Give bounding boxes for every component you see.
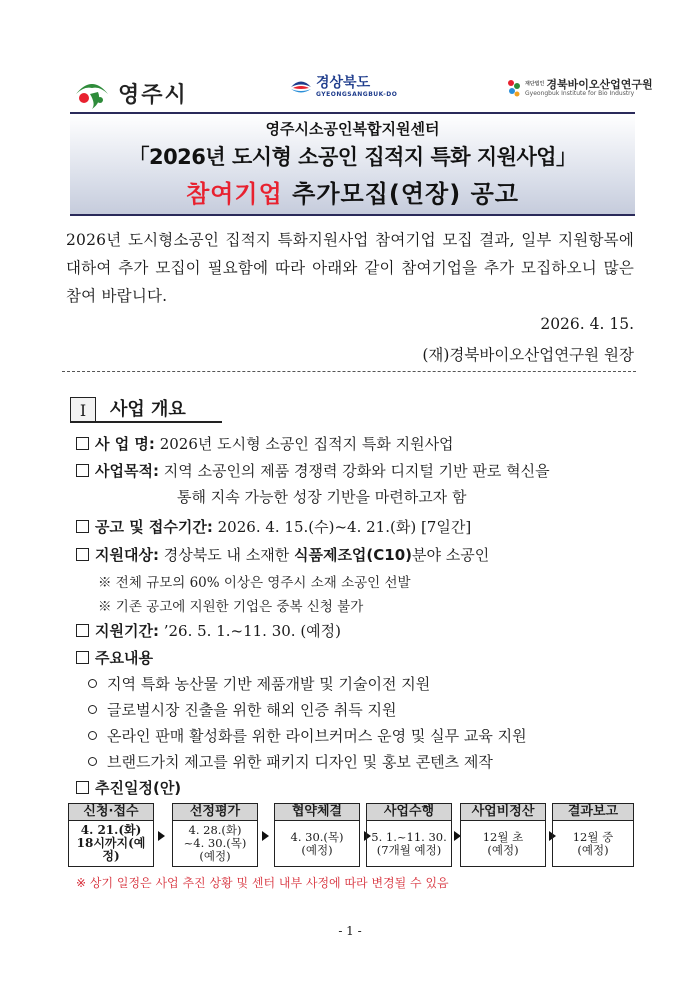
bio-institute-emblem-icon xyxy=(506,78,522,98)
schedule-step-line: (예정) xyxy=(577,842,609,857)
schedule-step-body xyxy=(552,821,634,867)
intro-paragraph: 2026년 도시형소공인 집적지 특화지원사업 참여기업 모집 결과, 일부 지원항목에 대하여 추가 모집이 필요함에 따라 아래와 같이 참여기업을 추가 모집하오니 많은 참여 바랍니다. xyxy=(66,231,634,305)
title-subtitle: 영주시소공인복합지원센터 xyxy=(265,120,440,138)
checkbox-square-icon xyxy=(76,437,89,450)
schedule-step xyxy=(552,803,634,867)
item-label: 공고 및 접수기간: xyxy=(95,518,213,536)
item-main-content xyxy=(76,647,153,668)
schedule-step-line: 12월 초 xyxy=(482,829,524,844)
eligibility-note-2: ※ 기존 공고에 지원한 기업은 중복 신청 불가 xyxy=(98,599,364,615)
bio-institute-prefix: 재단법인 xyxy=(525,80,545,87)
schedule-step-line: (예정) xyxy=(487,842,519,857)
schedule-step xyxy=(274,803,360,867)
schedule-step xyxy=(460,803,546,867)
bio-institute-logo-korean xyxy=(525,79,653,91)
schedule-step xyxy=(172,803,258,867)
schedule-step-line: 4. 21.(화) xyxy=(80,823,142,837)
title-box xyxy=(70,112,635,216)
schedule-step-title: 사업비정산 xyxy=(460,803,546,821)
item-label: 사 업 명: xyxy=(95,435,155,453)
schedule-step-line: 5. 1.~11. 30. xyxy=(371,829,447,844)
content-bullet xyxy=(88,751,493,772)
item-purpose xyxy=(76,460,550,481)
content-bullet xyxy=(88,673,430,694)
item-value: 2026. 4. 15.(수)~4. 21.(화) [7일간] xyxy=(212,518,472,536)
item-schedule xyxy=(76,777,181,798)
gyeongbuk-logo xyxy=(290,76,397,98)
schedule-step-body xyxy=(68,821,154,867)
item-label: 지원대상: xyxy=(95,546,159,564)
bullet-text: 지역 특화 농산물 기반 제품개발 및 기술이전 지원 xyxy=(107,675,431,693)
schedule-step-line: (7개월 예정) xyxy=(376,842,442,857)
title-main: 「2026년 도시형 소공인 집적지 특화 지원사업」 xyxy=(128,145,577,169)
schedule-step-line: 4. 28.(화) xyxy=(188,823,242,837)
item-project-name xyxy=(76,433,454,454)
bio-institute-logo xyxy=(506,78,653,98)
arrow-right-icon xyxy=(158,831,165,841)
content-bullet xyxy=(88,699,396,720)
schedule-step-title: 선정평가 xyxy=(172,803,258,821)
bio-institute-name: 경북바이오산업연구원 xyxy=(546,77,653,91)
title-rest: 추가모집(연장) 공고 xyxy=(282,180,519,208)
item-value: 경상북도 내 소재한 xyxy=(158,546,294,564)
checkbox-square-icon xyxy=(76,781,89,794)
item-label: 주요내용 xyxy=(95,649,153,667)
section-header xyxy=(70,395,186,423)
checkbox-square-icon xyxy=(76,548,89,561)
circle-bullet-icon xyxy=(88,705,97,714)
checkbox-square-icon xyxy=(76,464,89,477)
bullet-text: 글로벌시장 진출을 위한 해외 인증 취득 지원 xyxy=(107,701,397,719)
dashed-divider xyxy=(62,371,636,372)
schedule-step-title: 협약체결 xyxy=(274,803,360,821)
schedule-step-line: 4. 30.(목) xyxy=(290,829,344,844)
eligibility-note-1: ※ 전체 규모의 60% 이상은 영주시 소재 소공인 선발 xyxy=(98,575,411,591)
schedule-step xyxy=(68,803,154,867)
schedule-step-line: (예정) xyxy=(199,849,231,863)
schedule-step xyxy=(366,803,452,867)
yeongju-emblem-icon xyxy=(72,76,112,110)
schedule-step-title: 결과보고 xyxy=(552,803,634,821)
item-label: 사업목적: xyxy=(95,462,159,480)
gyeongbuk-logo-korean: 경상북도 xyxy=(316,75,371,91)
item-application-period xyxy=(76,516,471,537)
checkbox-square-icon xyxy=(76,520,89,533)
circle-bullet-icon xyxy=(88,757,97,766)
schedule-step-line: ~4. 30.(목) xyxy=(183,836,247,850)
logo-bar xyxy=(0,74,700,114)
announcement-date: 2026. 4. 15. xyxy=(540,315,634,333)
schedule-caution-note: ※ 상기 일정은 사업 추진 상황 및 센터 내부 사정에 따라 변경될 수 있음 xyxy=(76,876,449,890)
schedule-step-body xyxy=(460,821,546,867)
item-label: 지원기간: xyxy=(95,622,159,640)
schedule-step-line: 18시까지(예정) xyxy=(76,836,146,863)
yeongju-logo-text: 영주시 xyxy=(118,82,188,108)
title-highlight: 참여기업 xyxy=(186,180,283,208)
checkbox-square-icon xyxy=(76,624,89,637)
item-value: ’26. 5. 1.~11. 30. (예정) xyxy=(158,622,342,640)
bullet-text: 온라인 판매 활성화를 위한 라이브커머스 운영 및 실무 교육 지원 xyxy=(107,727,527,745)
arrow-right-icon xyxy=(262,831,269,841)
schedule-step-title: 신청·접수 xyxy=(68,803,154,821)
section-title: 사업 개요 xyxy=(110,399,186,420)
schedule-step-body xyxy=(366,821,452,867)
section-number: Ⅰ xyxy=(70,397,96,423)
schedule-step-line: 12월 중 xyxy=(572,829,614,844)
schedule-step-line: (예정) xyxy=(301,842,333,857)
item-value-suffix: 분야 소공인 xyxy=(412,546,490,564)
schedule-step-title: 사업수행 xyxy=(366,803,452,821)
section-underline xyxy=(70,421,222,423)
yeongju-logo xyxy=(72,76,188,110)
gyeongbuk-emblem-icon xyxy=(290,78,312,96)
content-bullet xyxy=(88,725,527,746)
checkbox-square-icon xyxy=(76,651,89,664)
bullet-text: 브랜드가치 제고를 위한 패키지 디자인 및 홍보 콘텐츠 제작 xyxy=(107,753,493,771)
item-purpose-continued: 통해 지속 가능한 성장 기반을 마련하고자 함 xyxy=(177,488,467,506)
signature: (재)경북바이오산업연구원 원장 xyxy=(422,346,634,364)
item-label: 추진일정(안) xyxy=(95,779,182,797)
page-number: - 1 - xyxy=(338,924,362,938)
bio-institute-logo-english: Gyeongbuk Institute for Bio Industry xyxy=(525,89,635,97)
schedule-step-body xyxy=(172,821,258,867)
circle-bullet-icon xyxy=(88,679,97,688)
title-announcement xyxy=(70,174,635,209)
item-eligibility xyxy=(76,544,489,565)
item-value-emphasis: 식품제조업(C10) xyxy=(293,546,413,564)
gyeongbuk-logo-english: GYEONGSANGBUK-DO xyxy=(316,91,398,98)
item-value: 2026년 도시형 소공인 집적지 특화 지원사업 xyxy=(154,435,454,453)
item-support-period xyxy=(76,620,341,641)
schedule-step-body xyxy=(274,821,360,867)
item-value: 지역 소공인의 제품 경쟁력 강화와 디지털 기반 판로 혁신을 xyxy=(158,462,550,480)
schedule-flow xyxy=(68,803,634,867)
circle-bullet-icon xyxy=(88,731,97,740)
